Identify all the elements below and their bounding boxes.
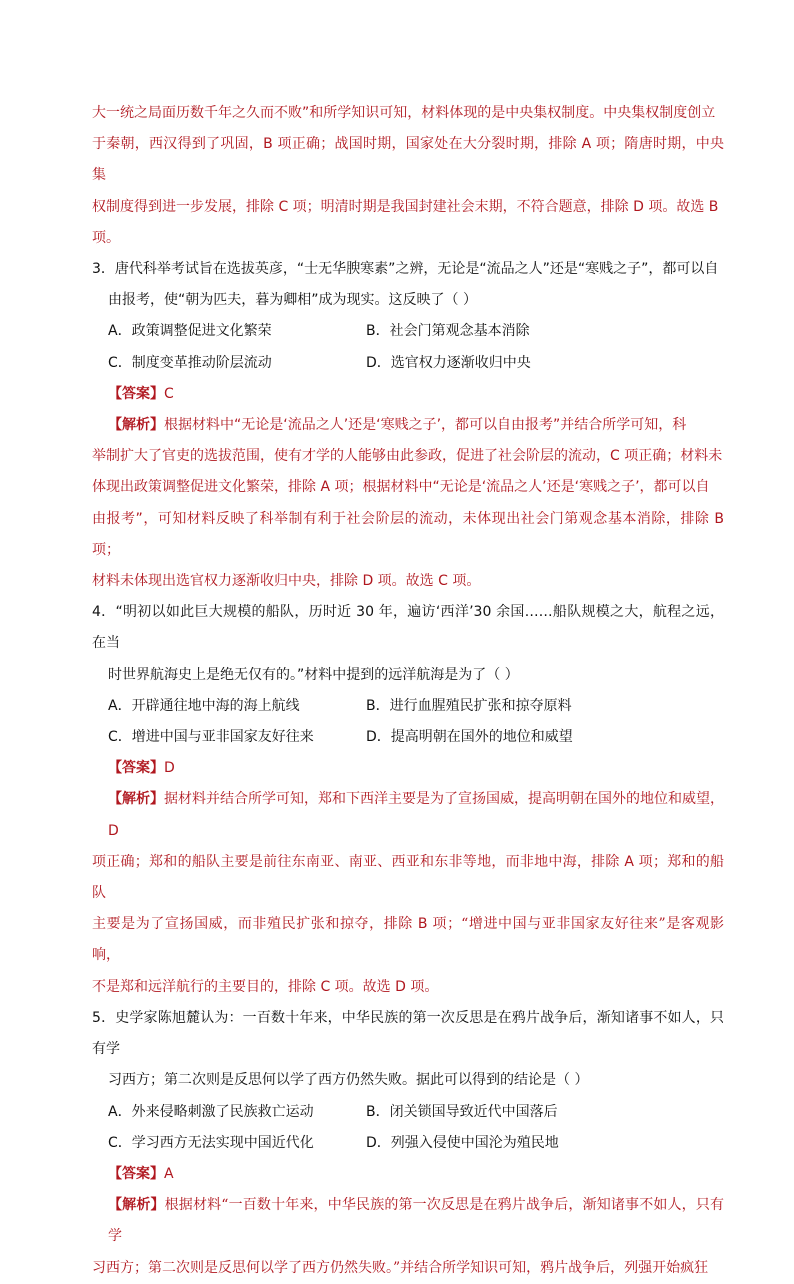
answer-value: A [164, 1165, 174, 1182]
option-d: D．选官权力逐渐收归中央 [366, 354, 531, 371]
answer-label: 【答案】 [108, 1165, 164, 1182]
analysis-line: 项正确；郑和的船队主要是前往东南亚、南亚、西亚和东非等地，而非地中海，排除 A 项；郑和的船队 [92, 853, 724, 902]
question-stem-line: 习西方；第二次则是反思何以学了西方仍然失败。据此可以得到的结论是（ ） [108, 1072, 589, 1089]
question-stem-line: 时世界航海史上是绝无仅有的。”材料中提到的远洋航海是为了（ ） [108, 666, 519, 683]
question-stem-line: 5．史学家陈旭麓认为：一百数十年来，中华民族的第一次反思是在鸦片战争后，渐知诸事不如人，只有学 [92, 1009, 724, 1058]
analysis-text: 中华民族的第一次反思是在鸦片战争后，渐知诸事不如人，只有学 [108, 1197, 725, 1245]
option-d: D．提高明朝在国外的地位和威望 [366, 729, 573, 746]
question-5 [92, 1003, 724, 1284]
options-list [92, 316, 724, 378]
option-b: B．闭关锁国导致近代中国落后 [366, 1103, 558, 1120]
options-list [92, 691, 724, 753]
question-4 [92, 597, 724, 1003]
option-c: C．制度变革推动阶层流动 [108, 354, 272, 371]
page-content [92, 98, 724, 1284]
option-d: D．列强入侵使中国沦为殖民地 [366, 1134, 559, 1151]
answer-label: 【答案】 [108, 760, 164, 777]
analysis-quote: “增进中国与亚非国家友好往来” [461, 916, 666, 933]
analysis-line [92, 1253, 724, 1284]
answer-line [92, 1159, 724, 1190]
analysis-line: 材料未体现出选官权力逐渐收归中央，排除 D 项。故选 C 项。 [92, 573, 481, 590]
analysis-text: 主要是为了宣扬国威，而非殖民扩张和掠夺，排除 B 项； [92, 916, 462, 933]
question-stem-line: 3．唐代科举考试旨在选拔英彦，“士无华腴寒素”之辨，无论是“流品之人”还是“寒贱之子”，都可以自 [92, 261, 719, 278]
question-3 [92, 254, 724, 597]
option-b: B．进行血腥殖民扩张和掠夺原料 [366, 697, 572, 714]
analysis-line: 由报考”，可知材料反映了科举制有利于社会阶层的流动，未体现出社会门第观念基本消除，排除 B 项； [92, 510, 724, 558]
option-c: C．学习西方无法实现中国近代化 [108, 1134, 314, 1151]
text-line: 权制度得到进一步发展，排除 C 项；明清时期是我国封建社会末期，不符合题意，排除 D 项。故选 B [92, 198, 719, 215]
analysis-line [92, 784, 724, 846]
option-b: B．社会门第观念基本消除 [366, 323, 530, 340]
analysis-quote: ”并结合所学知识可知，鸦片战争后，列强开始疯狂 [393, 1259, 709, 1276]
option-c: C．增进中国与亚非国家友好往来 [108, 729, 314, 746]
question-stem-line: 由报考，使“朝为匹夫，暮为卿相”成为现实。这反映了（ ） [108, 292, 477, 309]
text-line: 大一统之局面历数千年之久而不败”和所学知识可知，材料体现的是中央集权制度。中央集权制度创立 [92, 105, 716, 121]
option-a: A．政策调整促进文化繁荣 [108, 323, 272, 340]
answer-label: 【答案】 [108, 385, 164, 402]
answer-value: C [164, 385, 174, 402]
analysis-line [92, 909, 724, 971]
analysis-text: 根据材料中“无论是‘流品之人’还是‘寒贱之子’，都可以自由报考”并结合所学可知，科 [164, 417, 687, 434]
analysis-label: 【解析】 [108, 417, 164, 434]
analysis-text: 根据材料 [164, 1197, 222, 1214]
analysis-line [92, 410, 724, 441]
text-line: 项。 [92, 229, 120, 246]
analysis-quote: “一百数十年来， [221, 1197, 328, 1214]
analysis-line: 体现出政策调整促进文化繁荣，排除 A 项；根据材料中“无论是‘流品之人’还是‘寒贱之子’，都可以自 [92, 479, 710, 496]
answer-line [92, 753, 724, 784]
analysis-line: 举制扩大了官吏的选拔范围，使有才学的人能够由此参政，促进了社会阶层的流动，C 项正确；材料未 [92, 448, 723, 465]
previous-analysis-continuation [92, 98, 724, 254]
analysis-text: 据材料并结合所学可知，郑和下西洋主要是为了宣扬国威，提高明朝在国外的地位和威望，D [108, 791, 724, 839]
analysis-text: 习西方；第二次则是反思何以学了西方仍然失败。 [92, 1259, 393, 1276]
text-line: 于秦朝，西汉得到了巩固，B 项正确；战国时期，国家处在大分裂时期，排除 A 项；隋唐时期，中央集 [92, 136, 724, 184]
option-a: A．外来侵略刺激了民族救亡运动 [108, 1103, 314, 1120]
analysis-line: 不是郑和远洋航行的主要目的，排除 C 项。故选 D 项。 [92, 978, 439, 995]
analysis-text: 是客观影响， [92, 916, 724, 964]
answer-line [92, 379, 724, 410]
analysis-label: 【解析】 [108, 791, 164, 808]
question-stem-line: 4．“明初以如此巨大规模的船队，历时近 30 年，遍访‘西洋’30 余国……船队规模之大，航程之远，在当 [92, 604, 724, 652]
option-a: A．开辟通往地中海的海上航线 [108, 697, 300, 714]
analysis-line [92, 1190, 724, 1252]
analysis-label: 【解析】 [108, 1197, 165, 1214]
options-list [92, 1097, 724, 1159]
answer-value: D [164, 760, 175, 777]
